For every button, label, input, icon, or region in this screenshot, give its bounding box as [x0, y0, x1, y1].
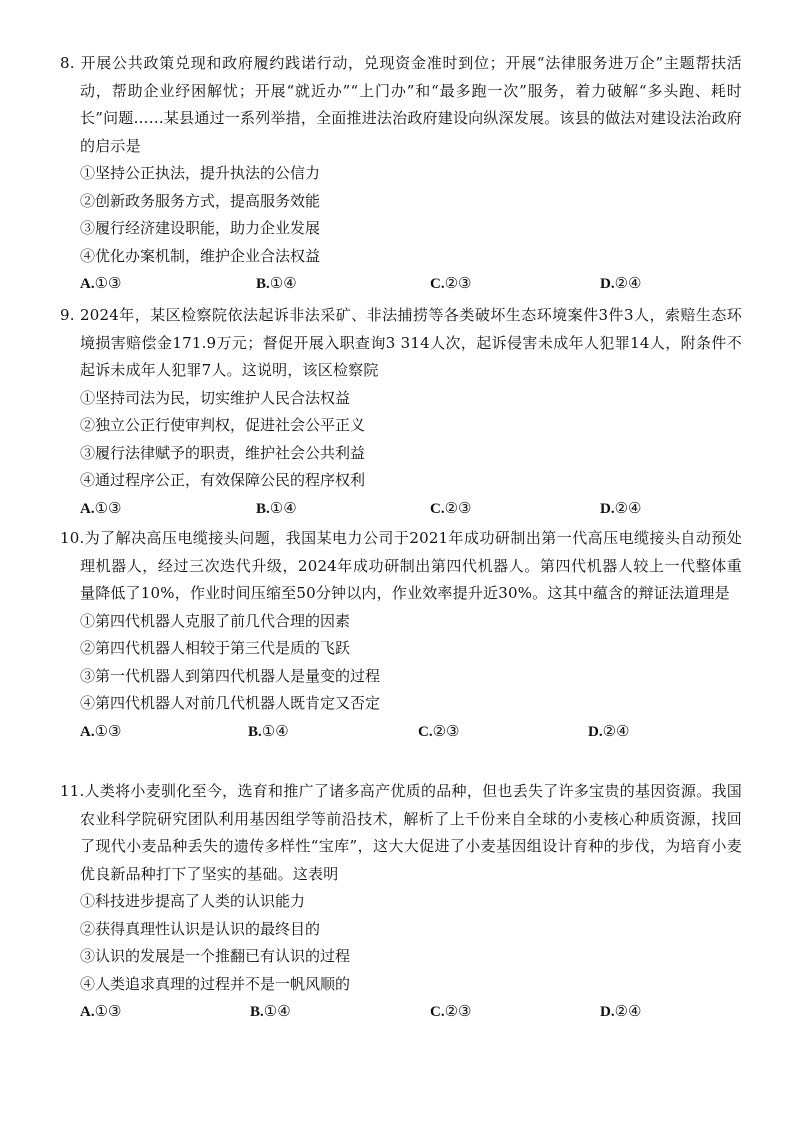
choice-letter: C.: [430, 500, 445, 517]
choice-d[interactable]: [588, 718, 708, 747]
choice-d[interactable]: [600, 495, 720, 524]
answer-choices: [60, 718, 742, 747]
statement-2: ②独立公正行使审判权，促进社会公平正义: [80, 416, 366, 434]
choice-letter: C.: [430, 1004, 445, 1020]
question-stem: [60, 302, 742, 385]
answer-choices: [60, 998, 742, 1027]
question-number: 9.: [60, 306, 75, 324]
statement-4: ④第四代机器人对前几代机器人既肯定又否定: [80, 694, 381, 712]
question-stem: [60, 525, 742, 608]
statement-3: ③认识的发展是一个推翻已有认识的过程: [80, 947, 351, 965]
choice-letter: D.: [600, 1004, 615, 1020]
question-11: [60, 778, 742, 1027]
choice-d[interactable]: [600, 270, 720, 299]
choice-text: ②④: [602, 721, 630, 740]
statement-4: ④通过程序公正，有效保障公民的程序权利: [80, 471, 366, 489]
choice-letter: A.: [80, 276, 95, 292]
choice-text: ②③: [444, 498, 472, 517]
question-stem: [60, 50, 742, 160]
choice-letter: D.: [600, 276, 615, 292]
question-text: 开展公共政策兑现和政府履约践诺行动，兑现资金准时到位；开展“法律服务进万企”主题帮扶活动，帮助企业纾困解忧；开展“就近办”“上门办”和“最多跑一次”服务，着力破解“多头跑、耗时长”问题……某县通过一系列举措，全面推进法治政府建设向纵深发展。该县的做法对建设法治政府的启示是: [80, 54, 742, 155]
question-number: 11.: [60, 782, 85, 800]
statement-1: ①科技进步提高了人类的认识能力: [80, 892, 306, 910]
choice-a[interactable]: [80, 270, 256, 299]
choice-letter: D.: [600, 500, 615, 517]
question-number: 10.: [60, 529, 85, 547]
choice-letter: A.: [80, 723, 95, 740]
question-8: [60, 50, 742, 299]
choice-text: ①③: [94, 498, 122, 517]
choice-text: ①④: [269, 274, 297, 292]
choice-text: ①④: [263, 1002, 291, 1020]
choice-letter: B.: [248, 723, 262, 740]
choice-letter: A.: [80, 1004, 95, 1020]
choice-letter: B.: [250, 1004, 264, 1020]
statement-3: ③履行经济建设职能，助力企业发展: [80, 219, 321, 237]
choice-b[interactable]: [248, 718, 418, 747]
choice-text: ②③: [432, 721, 460, 740]
question-stem: [60, 778, 742, 888]
choice-letter: B.: [256, 500, 270, 517]
choice-b[interactable]: [250, 998, 430, 1027]
choice-text: ②③: [444, 1002, 472, 1020]
choice-letter: C.: [430, 276, 445, 292]
statement-1: ①坚持公正执法，提升执法的公信力: [80, 164, 321, 182]
choice-text: ①③: [94, 1002, 122, 1020]
choice-c[interactable]: [430, 495, 600, 524]
choice-letter: A.: [80, 500, 95, 517]
choice-text: ①④: [269, 498, 297, 517]
statement-1: ①第四代机器人克服了前几代合理的因素: [80, 611, 351, 630]
choice-letter: B.: [256, 276, 270, 292]
choice-letter: D.: [588, 723, 603, 740]
choice-b[interactable]: [256, 270, 430, 299]
choice-text: ②④: [614, 498, 642, 517]
answer-choices: [60, 270, 742, 299]
statement-2: ②获得真理性认识是认识的最终目的: [80, 919, 321, 938]
statement-3: ③第一代机器人到第四代机器人是量变的过程: [80, 666, 381, 685]
choice-d[interactable]: [600, 998, 720, 1027]
choice-a[interactable]: [80, 718, 248, 747]
answer-choices: [60, 495, 742, 524]
choice-c[interactable]: [430, 998, 600, 1027]
choice-text: ①③: [94, 274, 122, 292]
question-10: [60, 525, 742, 746]
choice-b[interactable]: [256, 495, 430, 524]
choice-a[interactable]: [80, 998, 250, 1027]
choice-text: ①③: [94, 721, 122, 740]
question-number: 8.: [60, 54, 75, 72]
choice-text: ②③: [444, 274, 472, 292]
choice-letter: C.: [418, 723, 433, 740]
question-9: [60, 302, 742, 523]
question-text: 为了解决高压电缆接头问题，我国某电力公司于2021年成功研制出第一代高压电缆接头自动预处理机器人，经过三次迭代升级，2024年成功研制出第四代机器人。第四代机器人较上一代整体重量降低了10%，作业时间压缩至50分钟以内，作业效率提升近30%。这其中蕴含的辩证法道理是: [80, 529, 742, 602]
choice-text: ①④: [261, 721, 289, 740]
statement-2: ②创新政务服务方式，提高服务效能: [80, 191, 321, 210]
statement-3: ③履行法律赋予的职责，维护社会公共利益: [80, 443, 366, 462]
choice-c[interactable]: [430, 270, 600, 299]
statement-4: ④人类追求真理的过程并不是一帆风顺的: [80, 974, 351, 993]
choice-text: ②④: [614, 274, 642, 292]
choice-a[interactable]: [80, 495, 256, 524]
question-text: 人类将小麦驯化至今，选育和推广了诸多高产优质的品种，但也丢失了许多宝贵的基因资源。我国农业科学院研究团队利用基因组学等前沿技术，解析了上千份来自全球的小麦核心种质资源，找回了现代小麦品种丢失的遗传多样性“宝库”，这大大促进了小麦基因组设计育种的步伐，为培育小麦优良新品种打下了坚实的基础。这表明: [80, 782, 742, 883]
choice-text: ②④: [614, 1002, 642, 1020]
statement-2: ②第四代机器人相较于第三代是质的飞跃: [80, 639, 351, 657]
statement-4: ④优化办案机制，维护企业合法权益: [80, 246, 321, 265]
statement-1: ①坚持司法为民，切实维护人民合法权益: [80, 388, 351, 407]
choice-c[interactable]: [418, 718, 588, 747]
question-text: 2024年，某区检察院依法起诉非法采矿、非法捕捞等各类破坏生态环境案件3件3人，索赔生态环境损害赔偿金171.9万元；督促开展入职查询3 314人次，起诉侵害未成年人犯罪14人，附条件不起诉未成年人犯罪7人。这说明，该区检察院: [80, 306, 742, 379]
